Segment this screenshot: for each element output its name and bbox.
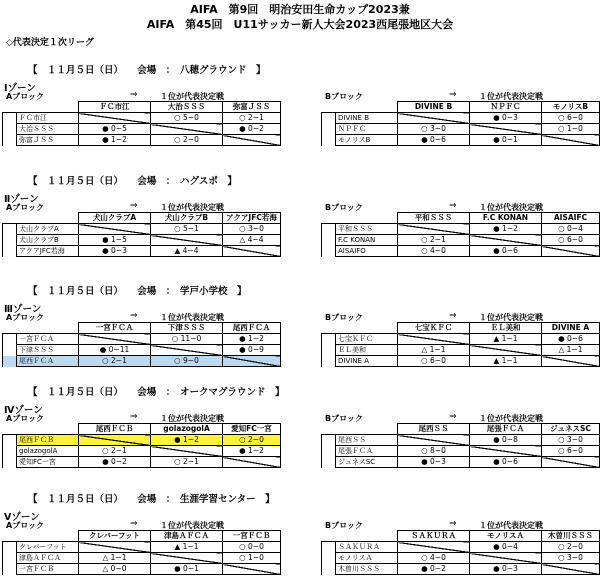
table-row xyxy=(322,334,600,345)
diagonal-cell xyxy=(542,356,600,367)
block-label: Aブロック xyxy=(6,521,45,530)
diagonal-cell xyxy=(223,356,281,367)
header-team: ＥＬ美和 xyxy=(470,323,542,334)
team-name: 愛知FC一宮 xyxy=(17,457,79,468)
diagonal-cell xyxy=(398,334,470,345)
row-spacer xyxy=(322,135,336,146)
round-robin-table xyxy=(321,530,600,575)
arrow-icon: ⇒ xyxy=(130,201,138,211)
diagonal-cell xyxy=(151,553,223,564)
row-spacer xyxy=(3,113,17,124)
team-name: モノリスB xyxy=(336,135,398,146)
corner-cell xyxy=(3,424,79,435)
result-cell: ○ 2−1 xyxy=(151,457,223,468)
result-cell: ○ 6−0 xyxy=(542,113,600,124)
round-robin-table xyxy=(2,101,281,146)
table-row xyxy=(322,356,600,367)
arrow-icon: ⇒ xyxy=(449,90,457,100)
qualifier-note: １位が代表決定戦 xyxy=(160,313,224,322)
table-row xyxy=(322,345,600,356)
header-team: 一宮ＦＣＡ xyxy=(79,323,151,334)
team-name: DIVINE B xyxy=(336,113,398,124)
result-cell: ○ 6−0 xyxy=(542,235,600,246)
header-team: 一宮ＦＣＢ xyxy=(223,531,281,542)
result-cell: ● 0−8 xyxy=(470,435,542,446)
table-header-row xyxy=(3,213,281,224)
team-name: ジュネスSC xyxy=(336,457,398,468)
table-row xyxy=(3,135,281,146)
corner-cell xyxy=(3,531,79,542)
table-header-row xyxy=(322,531,600,542)
row-spacer xyxy=(322,246,336,257)
row-spacer xyxy=(3,446,17,457)
result-cell: ○ 2−1 xyxy=(79,446,151,457)
result-cell: ○ 4−0 xyxy=(398,553,470,564)
arrow-icon: ⇒ xyxy=(130,90,138,100)
result-cell: ○ 5−0 xyxy=(151,113,223,124)
result-cell: ● 0−3 xyxy=(470,564,542,575)
result-cell: ○ 2−1 xyxy=(398,235,470,246)
table-row xyxy=(3,564,281,575)
result-cell: ● 1−2 xyxy=(79,135,151,146)
qualifier-note: １位が代表決定戦 xyxy=(479,203,543,212)
round-robin-table xyxy=(321,423,600,468)
result-cell: △ 1−1 xyxy=(79,553,151,564)
table-row xyxy=(322,435,600,446)
result-cell: ▲ 1−1 xyxy=(151,542,223,553)
diagonal-cell xyxy=(223,135,281,146)
team-name: クレバーフット xyxy=(17,542,79,553)
header-team: 尾西ＦＣＡ xyxy=(223,323,281,334)
row-spacer xyxy=(322,542,336,553)
zone-label: Ⅰゾーン xyxy=(4,83,36,94)
result-cell: ○ 3−0 xyxy=(542,553,600,564)
result-cell: ○ 5−1 xyxy=(151,224,223,235)
team-name: golazogolA xyxy=(17,446,79,457)
venue-line: 【 １１月５日（日） 会場 ： ハグスポ 】 xyxy=(28,176,237,187)
diagonal-cell xyxy=(398,113,470,124)
row-spacer xyxy=(322,553,336,564)
team-name: 犬山クラブB xyxy=(17,235,79,246)
header-team: 木曽川ＳＳＳ xyxy=(542,531,600,542)
row-spacer xyxy=(3,246,17,257)
result-cell: △ 4−4 xyxy=(223,235,281,246)
table-header-row xyxy=(3,531,281,542)
block-label: Aブロック xyxy=(6,313,45,322)
table-row xyxy=(3,356,281,367)
header-team: golazogolA xyxy=(151,424,223,435)
table-row xyxy=(322,553,600,564)
block-label: Bブロック xyxy=(325,92,363,101)
table-row xyxy=(3,224,281,235)
table-header-row xyxy=(322,424,600,435)
venue-line: 【 １１月５日（日） 会場 ： オークマグラウンド 】 xyxy=(28,387,285,398)
table-row xyxy=(3,542,281,553)
header-team: アクアJFC若海 xyxy=(223,213,281,224)
table-row xyxy=(3,124,281,135)
result-cell: ○ 11−0 xyxy=(151,334,223,345)
round-robin-table xyxy=(2,423,281,468)
header-team: ＳＡＫＵＲＡ xyxy=(398,531,470,542)
result-cell: ▲ 4−4 xyxy=(151,246,223,257)
result-cell: ▲ 1−1 xyxy=(470,334,542,345)
result-cell: ● 0−4 xyxy=(470,542,542,553)
round-robin-table xyxy=(2,530,281,575)
result-cell: ○ 1−0 xyxy=(223,553,281,564)
team-name: AISAIFO xyxy=(336,246,398,257)
header-team: DIVINE A xyxy=(542,323,600,334)
row-spacer xyxy=(322,113,336,124)
zone-label: Ⅱゾーン xyxy=(4,194,39,205)
block-label: Bブロック xyxy=(325,203,363,212)
block-label: Bブロック xyxy=(325,414,363,423)
corner-cell xyxy=(322,323,398,334)
diagonal-cell xyxy=(398,224,470,235)
table-row xyxy=(3,345,281,356)
result-cell: ○ 3−0 xyxy=(398,124,470,135)
header-team: F.C KONAN xyxy=(470,213,542,224)
result-cell: ○ 2−0 xyxy=(542,542,600,553)
arrow-icon: ⇒ xyxy=(449,201,457,211)
team-name: 尾西ＦＣＢ xyxy=(17,435,79,446)
venue-line: 【 １１月５日（日） 会場 ： 生涯学習センター 】 xyxy=(28,494,275,505)
arrow-icon: ⇒ xyxy=(449,311,457,321)
header-team: モノリスB xyxy=(542,102,600,113)
header-team: ＦＣ市江 xyxy=(79,102,151,113)
diagonal-cell xyxy=(79,113,151,124)
venue-line: 【 １１月５日（日） 会場 ： 八穂グラウンド 】 xyxy=(28,65,266,76)
team-name: アクアJFC若海 xyxy=(17,246,79,257)
result-cell: △ 1−1 xyxy=(398,345,470,356)
qualifier-note: １位が代表決定戦 xyxy=(160,92,224,101)
table-row xyxy=(3,435,281,446)
table-header-row xyxy=(322,323,600,334)
row-spacer xyxy=(322,457,336,468)
result-cell: ○ 2−0 xyxy=(151,135,223,146)
result-cell: ● 1−2 xyxy=(223,446,281,457)
header-team: ＮＰＦＣ xyxy=(470,102,542,113)
table-header-row xyxy=(3,102,281,113)
result-cell: ● 1−5 xyxy=(79,235,151,246)
result-cell: ● 0−2 xyxy=(79,457,151,468)
table-row xyxy=(3,334,281,345)
table-row xyxy=(322,224,600,235)
row-spacer xyxy=(3,224,17,235)
result-cell: ○ 3−0 xyxy=(223,224,281,235)
qualifier-note: １位が代表決定戦 xyxy=(479,313,543,322)
diagonal-cell xyxy=(470,235,542,246)
table-row xyxy=(3,113,281,124)
zone-label: Ⅴゾーン xyxy=(4,512,40,523)
result-cell: ● 0−2 xyxy=(223,124,281,135)
table-row xyxy=(322,246,600,257)
row-spacer xyxy=(322,235,336,246)
arrow-icon: ⇒ xyxy=(449,412,457,422)
header-team: 犬山クラブA xyxy=(79,213,151,224)
diagonal-cell xyxy=(542,457,600,468)
result-cell: ● 0−6 xyxy=(470,246,542,257)
result-cell: ▲ 1−1 xyxy=(470,356,542,367)
result-cell: ● 0−3 xyxy=(79,246,151,257)
corner-cell xyxy=(3,323,79,334)
row-spacer xyxy=(322,334,336,345)
qualifier-note: １位が代表決定戦 xyxy=(479,414,543,423)
header-team: 七宝ＫＦＣ xyxy=(398,323,470,334)
result-cell: ● 0−11 xyxy=(79,345,151,356)
result-cell: ● 1−2 xyxy=(151,435,223,446)
round-robin-table xyxy=(321,101,600,146)
section-note: ◇代表決定１次リーグ xyxy=(6,38,94,48)
team-name: 大治ＳＳＳ xyxy=(17,124,79,135)
team-name: 尾張ＦＣＡ xyxy=(336,446,398,457)
team-name: ＮＰＦＣ xyxy=(336,124,398,135)
table-row xyxy=(322,564,600,575)
corner-cell xyxy=(322,531,398,542)
header-team: クレバーフット xyxy=(79,531,151,542)
block-label: Bブロック xyxy=(325,521,363,530)
row-spacer xyxy=(3,124,17,135)
team-name: ＦＣ市江 xyxy=(17,113,79,124)
result-cell: ○ 9−0 xyxy=(151,356,223,367)
table-row xyxy=(3,235,281,246)
team-name: 下津ＳＳＳ xyxy=(17,345,79,356)
row-spacer xyxy=(3,334,17,345)
diagonal-cell xyxy=(470,124,542,135)
block-label: Bブロック xyxy=(325,313,363,322)
header-team: DIVINE B xyxy=(398,102,470,113)
team-name: 平和ＳＳＳ xyxy=(336,224,398,235)
result-cell: ● 0−3 xyxy=(398,457,470,468)
row-spacer xyxy=(322,224,336,235)
result-cell: ○ 1−0 xyxy=(542,124,600,135)
corner-cell xyxy=(322,213,398,224)
header-team: AISAIFC xyxy=(542,213,600,224)
qualifier-note: １位が代表決定戦 xyxy=(160,203,224,212)
diagonal-cell xyxy=(470,345,542,356)
table-row xyxy=(322,124,600,135)
result-cell: ● 0−6 xyxy=(542,334,600,345)
header-team: 下津ＳＳＳ xyxy=(151,323,223,334)
diagonal-cell xyxy=(151,345,223,356)
result-cell: ● 0−6 xyxy=(398,135,470,146)
result-cell: ○ 2−0 xyxy=(223,435,281,446)
row-spacer xyxy=(3,435,17,446)
page-title-line1: AIFA 第9回 明治安田生命カップ2023兼 xyxy=(190,3,410,16)
result-cell: ● 0−6 xyxy=(470,457,542,468)
result-cell: ● 0−1 xyxy=(470,135,542,146)
diagonal-cell xyxy=(79,542,151,553)
header-team: 尾張ＦＣＡ xyxy=(470,424,542,435)
header-team: 尾西ＳＳ xyxy=(398,424,470,435)
zone-label: Ⅳゾーン xyxy=(4,405,43,416)
table-row xyxy=(322,113,600,124)
diagonal-cell xyxy=(542,246,600,257)
result-cell: ● 1−2 xyxy=(223,334,281,345)
team-name: 尾西ＳＳ xyxy=(336,435,398,446)
header-team: 弥富ＪＳＳ xyxy=(223,102,281,113)
diagonal-cell xyxy=(398,435,470,446)
corner-cell xyxy=(322,424,398,435)
header-team: 尾西ＦＣＢ xyxy=(79,424,151,435)
row-spacer xyxy=(322,564,336,575)
block-label: Aブロック xyxy=(6,414,45,423)
table-header-row xyxy=(322,102,600,113)
team-name: ＳＡＫＵＲＡ xyxy=(336,542,398,553)
team-name: 一宮ＦＣＢ xyxy=(17,564,79,575)
corner-cell xyxy=(322,102,398,113)
row-spacer xyxy=(322,446,336,457)
header-team: 平和ＳＳＳ xyxy=(398,213,470,224)
result-cell: ○ 6−0 xyxy=(398,356,470,367)
table-row xyxy=(3,446,281,457)
result-cell: △ 0−0 xyxy=(79,564,151,575)
team-name: 犬山クラブA xyxy=(17,224,79,235)
diagonal-cell xyxy=(223,564,281,575)
result-cell: ● 0−3 xyxy=(470,113,542,124)
page-title-line2: AIFA 第45回 U11サッカー新人大会2023西尾張地区大会 xyxy=(146,18,454,31)
corner-cell xyxy=(3,102,79,113)
table-row xyxy=(3,553,281,564)
row-spacer xyxy=(3,457,17,468)
header-team: モノリスＡ xyxy=(470,531,542,542)
corner-cell xyxy=(3,213,79,224)
result-cell: △ 1−1 xyxy=(542,345,600,356)
row-spacer xyxy=(3,235,17,246)
block-label: Aブロック xyxy=(6,92,45,101)
table-header-row xyxy=(322,213,600,224)
team-name: 木曽川ＳＳＳ xyxy=(336,564,398,575)
round-robin-table xyxy=(2,322,281,367)
header-team: 大治ＳＳＳ xyxy=(151,102,223,113)
result-cell: ● 0−9 xyxy=(223,345,281,356)
result-cell: ○ 8−0 xyxy=(398,446,470,457)
result-cell: ○ 4−0 xyxy=(398,246,470,257)
table-row xyxy=(322,135,600,146)
header-team: 犬山クラブB xyxy=(151,213,223,224)
venue-line: 【 １１月５日（日） 会場 ： 学戸小学校 】 xyxy=(28,286,247,297)
team-name: F.C KONAN xyxy=(336,235,398,246)
result-cell: ○ 2−1 xyxy=(79,356,151,367)
diagonal-cell xyxy=(151,235,223,246)
team-name: モノリスＡ xyxy=(336,553,398,564)
result-cell: ○ 6−0 xyxy=(542,446,600,457)
header-team: 愛知FC一宮 xyxy=(223,424,281,435)
qualifier-note: １位が代表決定戦 xyxy=(479,521,543,530)
arrow-icon: ⇒ xyxy=(130,519,138,529)
qualifier-note: １位が代表決定戦 xyxy=(160,414,224,423)
row-spacer xyxy=(3,564,17,575)
result-cell: ● 0−1 xyxy=(151,564,223,575)
block-label: Aブロック xyxy=(6,203,45,212)
team-name: 七宝ＫＦＣ xyxy=(336,334,398,345)
qualifier-note: １位が代表決定戦 xyxy=(479,92,543,101)
row-spacer xyxy=(322,345,336,356)
team-name: 一宮ＦＣＡ xyxy=(17,334,79,345)
row-spacer xyxy=(3,135,17,146)
team-name: 弥富ＪＳＳ xyxy=(17,135,79,146)
result-cell: ○ 2−1 xyxy=(223,113,281,124)
diagonal-cell xyxy=(79,435,151,446)
arrow-icon: ⇒ xyxy=(449,519,457,529)
table-row xyxy=(322,457,600,468)
row-spacer xyxy=(322,124,336,135)
table-row xyxy=(322,446,600,457)
team-name: 津島ＡＦＣＡ xyxy=(17,553,79,564)
result-cell: ● 0−2 xyxy=(398,564,470,575)
row-spacer xyxy=(3,553,17,564)
round-robin-table xyxy=(321,322,600,367)
diagonal-cell xyxy=(223,246,281,257)
table-header-row xyxy=(3,424,281,435)
qualifier-note: １位が代表決定戦 xyxy=(160,521,224,530)
result-cell: ○ 0−0 xyxy=(223,542,281,553)
row-spacer xyxy=(322,356,336,367)
round-robin-table xyxy=(2,212,281,257)
diagonal-cell xyxy=(470,553,542,564)
diagonal-cell xyxy=(470,446,542,457)
result-cell: ● 1−2 xyxy=(470,224,542,235)
header-team: 津島ＡＦＣＡ xyxy=(151,531,223,542)
table-header-row xyxy=(3,323,281,334)
header-team: ジュネスSC xyxy=(542,424,600,435)
table-row xyxy=(322,235,600,246)
round-robin-table xyxy=(321,212,600,257)
diagonal-cell xyxy=(398,542,470,553)
row-spacer xyxy=(3,542,17,553)
diagonal-cell xyxy=(79,334,151,345)
diagonal-cell xyxy=(79,224,151,235)
diagonal-cell xyxy=(151,124,223,135)
result-cell: ○ 3−0 xyxy=(542,435,600,446)
diagonal-cell xyxy=(151,446,223,457)
result-cell: ○ 0−4 xyxy=(542,224,600,235)
arrow-icon: ⇒ xyxy=(130,311,138,321)
zone-label: Ⅲゾーン xyxy=(4,304,42,315)
row-spacer xyxy=(322,435,336,446)
table-row xyxy=(3,457,281,468)
row-spacer xyxy=(3,345,17,356)
result-cell: ● 0−5 xyxy=(79,124,151,135)
diagonal-cell xyxy=(542,135,600,146)
team-name: 尾西ＦＣＡ xyxy=(17,356,79,367)
arrow-icon: ⇒ xyxy=(130,412,138,422)
team-name: ＥＬ美和 xyxy=(336,345,398,356)
table-row xyxy=(322,542,600,553)
table-row xyxy=(3,246,281,257)
diagonal-cell xyxy=(542,564,600,575)
team-name: DIVINE A xyxy=(336,356,398,367)
diagonal-cell xyxy=(223,457,281,468)
row-spacer xyxy=(3,356,17,367)
